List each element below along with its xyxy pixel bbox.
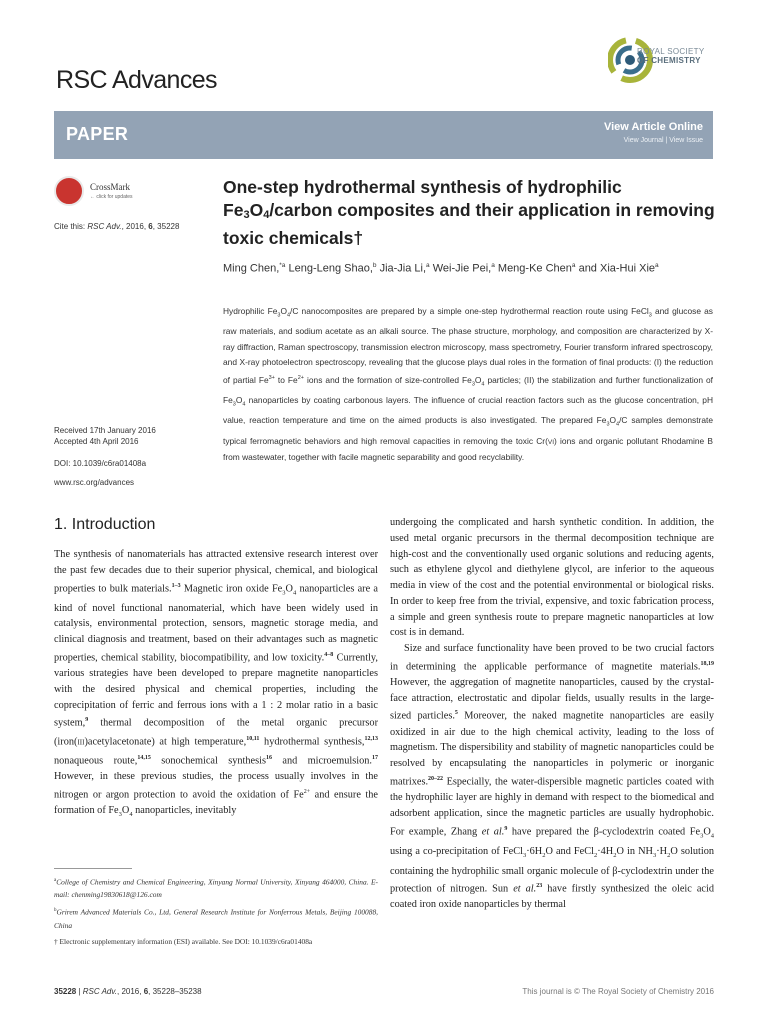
ref-link[interactable]: 14,15 bbox=[137, 754, 151, 761]
text: O bbox=[285, 582, 293, 594]
abstract-text: /C samples demonstrate typical ferromagnetic behaviors and high removal capacities in removing the toxic Cr( bbox=[223, 415, 713, 446]
ref-link[interactable]: 4–8 bbox=[324, 651, 334, 658]
footnote-affiliation-a bbox=[54, 874, 378, 901]
abstract-sub: 4 bbox=[286, 312, 291, 319]
sub: 2 bbox=[593, 851, 598, 859]
text: O solution containing the hydrophilic small organic molecule of β-cyclodextrin under the protection of nitrogen. Sun bbox=[390, 845, 715, 895]
text: )acetylacetonate) at high temperature, bbox=[84, 735, 247, 747]
received-date: Received 17th January 2016 bbox=[54, 426, 156, 435]
paper-banner bbox=[54, 111, 713, 159]
sub: 3 bbox=[522, 851, 527, 859]
text: However, in these previous studies, the process usually involves in the nitrogen or argon protection to avoid the oxidation of Fe bbox=[54, 770, 378, 801]
sub: 3 bbox=[282, 588, 286, 596]
crossmark-badge[interactable] bbox=[54, 176, 146, 212]
ref-link[interactable]: 17 bbox=[371, 754, 378, 761]
ref-link[interactable]: 9 bbox=[85, 717, 89, 724]
abstract-sub: 4 bbox=[616, 422, 620, 429]
text: nonaqueous route, bbox=[54, 755, 138, 767]
title-sub1: 3 bbox=[243, 209, 250, 221]
ref-link[interactable]: 16 bbox=[265, 754, 272, 761]
cite-volume: 6 bbox=[148, 222, 153, 231]
sub: 2 bbox=[613, 851, 617, 859]
author-2-aff: b bbox=[372, 262, 377, 269]
text: ·H bbox=[656, 845, 668, 857]
abstract-text: O bbox=[609, 415, 617, 426]
title-part2: /carbon composites and their application in removing toxic chemicals† bbox=[223, 200, 715, 248]
doi[interactable]: DOI: 10.1039/c6ra01408a bbox=[54, 459, 147, 468]
footnote-marker: a bbox=[54, 878, 57, 883]
abstract-sup: 3+ bbox=[268, 375, 275, 382]
journal-website-link[interactable]: www.rsc.org/advances bbox=[54, 478, 135, 487]
author-5-aff: a bbox=[571, 262, 576, 269]
author-2[interactable]: Leng-Leng Shao, bbox=[285, 262, 373, 275]
footer-journal: RSC Adv. bbox=[82, 987, 118, 996]
crossmark-subtitle: ← click for updates bbox=[90, 194, 133, 200]
abstract-text: O bbox=[235, 395, 243, 406]
text-italic: et al. bbox=[513, 883, 537, 895]
abstract-sub: 3 bbox=[232, 401, 236, 408]
text: sonochemical synthesis bbox=[150, 755, 266, 767]
ref-link[interactable]: 23 bbox=[536, 883, 543, 890]
text: Magnetic iron oxide Fe bbox=[180, 582, 283, 594]
crossmark-title: CrossMark bbox=[90, 182, 130, 192]
smallcaps: III bbox=[77, 737, 85, 746]
sub: 3 bbox=[700, 831, 704, 839]
citation bbox=[54, 222, 179, 231]
view-article-online-link[interactable]: View Article Online bbox=[603, 121, 703, 133]
abstract-text: Hydrophilic Fe bbox=[223, 306, 278, 316]
author-6[interactable]: and Xia-Hui Xie bbox=[575, 262, 656, 275]
abstract-text: O bbox=[280, 306, 287, 316]
publisher-line1: ROYAL SOCIETY bbox=[637, 47, 705, 56]
text: nanoparticles, inevitably bbox=[132, 804, 237, 816]
sub: 4 bbox=[710, 831, 714, 839]
ref-link[interactable]: 18,19 bbox=[700, 660, 714, 667]
footnote-marker: b bbox=[54, 908, 57, 914]
body-column-right bbox=[390, 515, 714, 913]
text: Size and surface functionality have been proved to be two crucial factors in determining the applicable performance of magnetite materials. bbox=[390, 643, 714, 673]
sub: 3 bbox=[652, 851, 657, 859]
ref-link[interactable]: 20–22 bbox=[428, 775, 444, 782]
view-journal-issue-links[interactable]: View Journal | View Issue bbox=[623, 137, 703, 144]
abstract-text: ions and the formation of size-controlled Fe bbox=[304, 374, 472, 385]
sub: 2 bbox=[542, 851, 546, 859]
abstract-text: nanoparticles by coating carbonous layers. The influence of crucial reaction factors such as the glucose concentration, pH value, reaction temperature and time on the aimed products is also investigated. The prepared Fe bbox=[223, 395, 713, 426]
text: However, the aggregation of magnetite nanoparticles, caused by the crystal-face attraction, electrostatic and dipolar fields, usually results in the large-sized particles. bbox=[390, 676, 714, 722]
abstract-sub: 3 bbox=[277, 312, 281, 319]
author-6-aff: a bbox=[655, 262, 659, 269]
section-heading-introduction: 1. Introduction bbox=[54, 516, 156, 533]
paragraph: undergoing the complicated and harsh synthetic condition. In addition, the used metal organic precursors in the thermal decomposition technique are high-cost and the conventionally used organic solutions and reducing agents, such as ethylene glycol and diethylene glycol, are inferior to the aqueous media in view of the cost and the potential environmental or biological risks. In order to keep free from the trivial, expensive, and toxic fabrication process, a simple and green synthesis route to prepare magnetic nanoparticles at low cost is in demand. bbox=[390, 517, 714, 639]
title-sub2: 4 bbox=[263, 209, 270, 221]
sub: 4 bbox=[129, 810, 133, 818]
text: and microemulsion. bbox=[271, 755, 372, 767]
text: ·4H bbox=[597, 845, 614, 857]
abstract-text: to Fe bbox=[274, 374, 298, 385]
author-1[interactable]: Ming Chen, bbox=[223, 262, 280, 275]
title-part1: One-step hydrothermal synthesis of hydrophilic Fe bbox=[223, 177, 622, 220]
author-5[interactable]: Meng-Ke Chen bbox=[494, 262, 572, 275]
abstract-text: ) ions and organic pollutant Rhodamine B from wastewater, together with facile magnetic separability and good recyclability. bbox=[223, 435, 714, 463]
abstract-sup: 2+ bbox=[297, 375, 304, 382]
abstract-sub: 4 bbox=[242, 401, 246, 408]
author-list bbox=[223, 258, 713, 277]
author-3-aff: a bbox=[426, 262, 430, 269]
text: have prepared the β-cyclodextrin coated Fe bbox=[507, 825, 701, 837]
cite-page: , 35228 bbox=[152, 222, 180, 231]
text: and ensure the formation of Fe bbox=[54, 789, 378, 816]
abstract-smallcaps: VI bbox=[547, 438, 555, 446]
abstract-sub: 4 bbox=[481, 381, 485, 388]
accepted-date: Accepted 4th April 2016 bbox=[54, 437, 139, 446]
text: Currently, various strategies have been developed to prepare magnetite nanoparticles with the desired physical and chemical properties, including the coprecipitation of ferric and ferrous ions with a 1 : 2 molar ratio in a basic system, bbox=[54, 652, 378, 729]
paragraph bbox=[54, 547, 378, 823]
text: Moreover, the naked magnetite nanoparticles are easily oxidized in air due to the high chemical activity, leading to the loss of magnetism. The dispersibility and stability of magnetic nanoparticles could be resolved by encapsulating the nanoparticles in polymeric or inorganic matrixes. bbox=[390, 710, 714, 788]
text: O bbox=[121, 804, 130, 816]
abstract bbox=[223, 304, 713, 466]
page-footer-left bbox=[54, 987, 202, 996]
abstract-sub: 3 bbox=[648, 312, 652, 319]
text: O bbox=[703, 825, 711, 837]
ref-link[interactable]: 1–3 bbox=[171, 582, 181, 589]
sup: 2+ bbox=[303, 788, 311, 795]
ref-link[interactable]: 9 bbox=[504, 825, 508, 832]
author-4-aff: a bbox=[491, 262, 495, 269]
cite-year: , 2016, bbox=[121, 222, 149, 231]
footer-volume: 6 bbox=[143, 987, 149, 996]
article-type: PAPER bbox=[66, 124, 129, 144]
copyright: This journal is © The Royal Society of Chemistry 2016 bbox=[522, 987, 714, 996]
crossmark-icon bbox=[54, 176, 84, 206]
sub: 2 bbox=[667, 851, 671, 859]
ref-link[interactable]: 5 bbox=[454, 710, 458, 717]
author-4[interactable]: Wei-Jie Pei, bbox=[429, 262, 492, 275]
article-title bbox=[223, 176, 723, 250]
text: have firstly synthesized the oleic acid coated iron oxide nanoparticles by thermal bbox=[390, 883, 714, 911]
abstract-text: and glucose as raw materials, and sodium acetate as an alkali source. The phase structure, morphology, and composition are characterized by X-ray diffraction, Raman spectroscopy, transmission electron microscopy, mass spectrometry, Fourier transform infrared spectroscopy, and X-ray photoelectron spectroscopy, revealing that the glucose plays dual roles in the formation of final products: (I) the reduction of partial Fe bbox=[223, 306, 713, 385]
abstract-text: O bbox=[474, 374, 482, 385]
footnote-affiliation-b bbox=[54, 904, 378, 931]
cite-journal: RSC Adv. bbox=[87, 222, 122, 231]
abstract-text: particles; (II) the stabilization and further functionalization of Fe bbox=[223, 374, 714, 406]
footnote-text: College of Chemistry and Chemical Engineering, Xinyang Normal University, Xinyang 464000, China. E-mail: chenming19830618@126.com bbox=[54, 877, 378, 900]
footnote-text: Grirem Advanced Materials Co., Ltd, General Research Institute for Nonferrous Metals, Beijing 100088, China bbox=[54, 907, 378, 930]
title-mid: O bbox=[249, 200, 264, 220]
text: thermal decomposition of the metal organic precursor (iron( bbox=[54, 717, 378, 747]
author-1-aff: *a bbox=[279, 262, 286, 269]
publisher-line2: OF CHEMISTRY bbox=[637, 56, 701, 65]
text-italic: et al. bbox=[481, 825, 505, 837]
footer-pages: , 35228–35238 bbox=[148, 987, 202, 996]
abstract-sub: 3 bbox=[471, 381, 475, 388]
footer-separator: | bbox=[76, 987, 83, 996]
sub: 3 bbox=[118, 810, 122, 818]
journal-title[interactable]: RSC Advances bbox=[56, 66, 217, 94]
text: using a co-precipitation of FeCl bbox=[390, 845, 523, 857]
author-3[interactable]: Jia-Jia Li, bbox=[376, 262, 427, 275]
footnotes bbox=[54, 874, 378, 951]
text: The synthesis of nanomaterials has attracted extensive research interest over the past few decades due to their superior physical, chemical, and biological properties to bulk materials. bbox=[54, 549, 378, 594]
cite-prefix: Cite this: bbox=[54, 222, 88, 231]
paragraph bbox=[390, 641, 714, 913]
text: O in NH bbox=[616, 845, 653, 857]
ref-link[interactable]: 12,13 bbox=[364, 735, 379, 742]
footnote-esi[interactable]: † Electronic supplementary information (ESI) available. See DOI: 10.1039/c6ra01408a bbox=[54, 936, 313, 946]
abstract-sub: 3 bbox=[606, 422, 610, 429]
text: Especially, the water-dispersible magnetic particles coated with the hydrophilic layer are highly in demand with respect to the biomedical and adsorbent application, since the magnetic particles are usually hydrophobic. For example, Zhang bbox=[390, 776, 714, 837]
page-number: 35228 bbox=[54, 987, 77, 996]
abstract-text: /C nanocomposites are prepared by a simple one-step hydrothermal reaction route using FeCl bbox=[290, 306, 649, 316]
article-dates bbox=[54, 425, 156, 447]
sub: 4 bbox=[292, 588, 297, 596]
footer-year: , 2016, bbox=[117, 987, 144, 996]
body-column-left bbox=[54, 547, 378, 823]
text: O and FeCl bbox=[545, 845, 594, 857]
ref-link[interactable]: 10,11 bbox=[246, 735, 260, 742]
text: nanoparticles are a kind of novel functional nanomaterial, which have been widely used in catalysis, environmental protection, sensors, magnetic storage media, and clinical diagnosis and treatment, based on their advantages such as magnetic properties, chemical stability, biocompatibility, and low toxicity. bbox=[54, 582, 378, 664]
publisher-name bbox=[637, 47, 704, 65]
text: ·6H bbox=[526, 845, 543, 857]
text: hydrothermal synthesis, bbox=[259, 735, 365, 747]
footnote-divider bbox=[54, 868, 132, 869]
